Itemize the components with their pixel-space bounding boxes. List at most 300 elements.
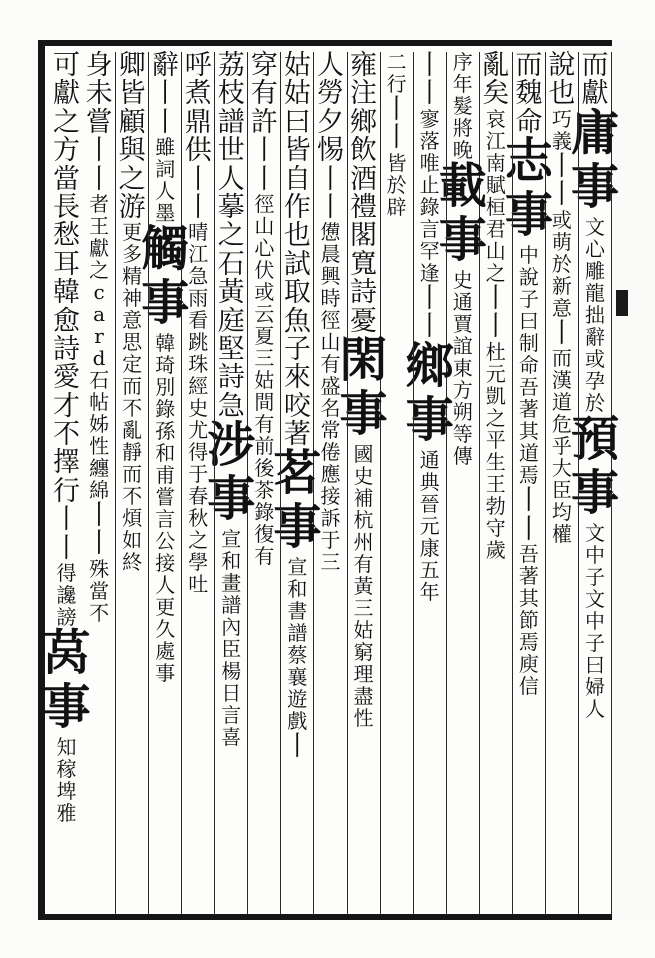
glyph: 靜 bbox=[122, 440, 143, 465]
main-text bbox=[482, 282, 510, 343]
glyph: 預 bbox=[570, 410, 619, 467]
glyph: 吾 bbox=[518, 375, 539, 400]
glyph: 如 bbox=[122, 528, 143, 553]
glyph: 經 bbox=[188, 374, 209, 399]
glyph: 鼎 bbox=[184, 106, 212, 138]
glyph: 喜 bbox=[221, 725, 242, 750]
glyph: 節 bbox=[518, 607, 539, 632]
annotation-text bbox=[584, 520, 605, 721]
glyph: 制 bbox=[518, 331, 539, 356]
annotation-text bbox=[551, 207, 572, 320]
glyph: 于 bbox=[320, 528, 341, 553]
glyph: 涉 bbox=[207, 417, 256, 474]
glyph: 史 bbox=[452, 268, 473, 292]
main-text bbox=[85, 499, 113, 560]
glyph: 憊 bbox=[320, 220, 341, 245]
glyph: 年 bbox=[452, 72, 473, 96]
glyph: 長 bbox=[53, 191, 81, 223]
glyph: 別 bbox=[155, 375, 176, 400]
glyph: 等 bbox=[452, 422, 473, 446]
main-text bbox=[284, 733, 311, 761]
glyph: 咬 bbox=[283, 390, 311, 422]
glyph: 性 bbox=[353, 705, 374, 730]
glyph: 試 bbox=[283, 248, 311, 280]
glyph: 常 bbox=[320, 418, 341, 443]
glyph: 韓 bbox=[53, 277, 81, 309]
glyph: 東 bbox=[452, 356, 473, 380]
glyph: 或 bbox=[551, 207, 572, 232]
glyph: 觸 bbox=[141, 221, 190, 278]
glyph: 或 bbox=[584, 346, 605, 371]
glyph: 鄉 bbox=[405, 337, 454, 394]
glyph: 文 bbox=[584, 520, 605, 545]
glyph: 注 bbox=[350, 78, 378, 110]
glyph: 也 bbox=[548, 78, 576, 110]
glyph: 辭 bbox=[584, 324, 605, 349]
glyph: 世 bbox=[217, 135, 245, 167]
glyph: 姊 bbox=[89, 411, 110, 436]
glyph: 孫 bbox=[155, 419, 176, 444]
glyph: 寥 bbox=[419, 106, 440, 131]
annotation-text bbox=[419, 150, 440, 285]
glyph: 賈 bbox=[452, 312, 473, 336]
glyph: 丨 bbox=[482, 282, 510, 314]
glyph: 身 bbox=[85, 50, 113, 81]
glyph: 丨 bbox=[482, 311, 510, 343]
glyph: 焉 bbox=[518, 629, 539, 654]
glyph: 子 bbox=[584, 630, 605, 655]
glyph: 萌 bbox=[551, 229, 572, 254]
glyph: 丨 bbox=[548, 317, 576, 349]
glyph: 獻 bbox=[89, 235, 110, 260]
glyph: 盛 bbox=[320, 374, 341, 399]
glyph: 山 bbox=[254, 213, 275, 238]
main-text bbox=[251, 137, 278, 194]
glyph: 丨 bbox=[416, 311, 444, 343]
glyph: 之 bbox=[118, 163, 146, 195]
glyph: 可 bbox=[53, 50, 81, 81]
glyph: 之 bbox=[188, 528, 209, 553]
glyph: 而 bbox=[515, 50, 543, 81]
glyph: 性 bbox=[89, 433, 110, 458]
glyph: 譜 bbox=[221, 593, 242, 618]
glyph: 而 bbox=[122, 374, 143, 399]
main-text bbox=[86, 137, 113, 194]
main-text bbox=[416, 52, 443, 109]
glyph: 朔 bbox=[452, 400, 473, 424]
glyph: 飲 bbox=[350, 135, 378, 167]
glyph: 丨 bbox=[184, 163, 212, 195]
annotation-text bbox=[320, 288, 340, 574]
glyph: 拙 bbox=[584, 302, 605, 327]
main-text bbox=[184, 163, 212, 223]
glyph: 應 bbox=[320, 462, 341, 487]
glyph: 龍 bbox=[584, 280, 605, 305]
glyph: 丨 bbox=[53, 504, 81, 536]
glyph: 名 bbox=[320, 396, 341, 421]
glyph: 子 bbox=[584, 564, 605, 589]
glyph: 穿 bbox=[250, 50, 278, 81]
glyph: 方 bbox=[53, 135, 81, 167]
glyph: 之 bbox=[217, 220, 245, 252]
glyph: 子 bbox=[283, 333, 311, 365]
glyph: 錄 bbox=[155, 397, 176, 422]
glyph: 人 bbox=[217, 163, 245, 195]
glyph: 多 bbox=[122, 242, 143, 267]
glyph: 有 bbox=[254, 411, 275, 436]
glyph: 信 bbox=[518, 673, 539, 698]
glyph: 傳 bbox=[452, 444, 473, 468]
glyph: 宣 bbox=[287, 555, 308, 580]
glyph: 之 bbox=[485, 260, 506, 285]
glyph: 和 bbox=[221, 549, 242, 574]
main-text bbox=[152, 52, 179, 80]
text-column bbox=[504, 50, 553, 914]
glyph: 憂 bbox=[350, 305, 378, 337]
glyph: 接 bbox=[155, 551, 176, 576]
glyph: 愈 bbox=[53, 305, 81, 337]
glyph: 雨 bbox=[188, 286, 209, 311]
glyph: 當 bbox=[89, 578, 110, 603]
main-text bbox=[316, 163, 344, 223]
glyph: 書 bbox=[287, 599, 308, 624]
text-column bbox=[83, 52, 116, 914]
glyph: 埤 bbox=[56, 779, 77, 804]
glyph: 詩 bbox=[53, 333, 81, 365]
glyph: 日 bbox=[221, 681, 242, 706]
glyph: 孕 bbox=[584, 368, 605, 393]
glyph: 者 bbox=[89, 191, 110, 216]
annotation-text bbox=[155, 333, 175, 685]
glyph: 晴 bbox=[188, 220, 209, 245]
annotation-text bbox=[584, 214, 605, 415]
main-text bbox=[86, 52, 113, 137]
glyph: 曰 bbox=[283, 106, 311, 138]
glyph: 秋 bbox=[188, 506, 209, 531]
glyph: 看 bbox=[188, 308, 209, 333]
glyph: 臣 bbox=[551, 477, 572, 502]
glyph: 方 bbox=[452, 378, 473, 402]
glyph: 未 bbox=[85, 78, 113, 110]
glyph: 神 bbox=[122, 286, 143, 311]
glyph: 髮 bbox=[452, 94, 473, 118]
glyph: 人 bbox=[316, 50, 344, 81]
glyph: 或 bbox=[254, 279, 275, 304]
glyph: 事 bbox=[207, 471, 256, 528]
glyph: 事 bbox=[570, 464, 619, 521]
glyph: 來 bbox=[283, 362, 311, 394]
glyph: 行 bbox=[386, 72, 407, 96]
glyph: 通 bbox=[452, 290, 473, 314]
glyph: 丨 bbox=[184, 191, 212, 223]
glyph: 有 bbox=[254, 543, 275, 568]
glyph: 誼 bbox=[452, 334, 473, 358]
main-text bbox=[515, 52, 542, 137]
glyph: 三 bbox=[320, 550, 341, 575]
glyph: 姑 bbox=[283, 50, 311, 81]
glyph: 唯 bbox=[419, 150, 440, 175]
glyph: 雕 bbox=[584, 258, 605, 283]
glyph: 乎 bbox=[551, 433, 572, 458]
text-column bbox=[42, 50, 91, 914]
glyph: 巧 bbox=[551, 106, 572, 131]
glyph: 徑 bbox=[254, 191, 275, 216]
glyph: 耳 bbox=[53, 248, 81, 280]
glyph: 當 bbox=[53, 163, 81, 195]
glyph: 歲 bbox=[485, 537, 506, 562]
glyph: 言 bbox=[155, 507, 176, 532]
glyph: 道 bbox=[518, 441, 539, 466]
annotation-text bbox=[551, 345, 572, 546]
text-column bbox=[273, 50, 322, 914]
glyph: 姑 bbox=[353, 617, 374, 642]
main-text bbox=[218, 52, 245, 421]
glyph: 甫 bbox=[155, 463, 176, 488]
glyph: 蔡 bbox=[287, 643, 308, 668]
glyph: 婦 bbox=[584, 674, 605, 699]
glyph: 亂 bbox=[122, 418, 143, 443]
glyph: 寬 bbox=[350, 248, 378, 280]
glyph: 人 bbox=[155, 573, 176, 598]
glyph: 史 bbox=[188, 396, 209, 421]
glyph: 中 bbox=[584, 608, 605, 633]
glyph: 均 bbox=[551, 499, 572, 524]
glyph: 江 bbox=[188, 242, 209, 267]
glyph: 丨 bbox=[548, 179, 576, 211]
glyph: 嘗 bbox=[155, 485, 176, 510]
glyph: 公 bbox=[155, 529, 176, 554]
annotation-text bbox=[518, 541, 539, 698]
glyph: 哀 bbox=[485, 106, 506, 131]
glyph: 堅 bbox=[217, 333, 245, 365]
main-text bbox=[152, 80, 179, 137]
glyph: 魚 bbox=[283, 305, 311, 337]
annotation-text bbox=[89, 191, 110, 502]
glyph: 興 bbox=[320, 264, 341, 289]
glyph: 愁 bbox=[53, 220, 81, 252]
glyph: 珠 bbox=[188, 352, 209, 377]
glyph: 丨 bbox=[316, 191, 344, 223]
glyph: 獻 bbox=[53, 78, 81, 110]
glyph: 山 bbox=[320, 330, 341, 355]
glyph: 晚 bbox=[452, 138, 473, 162]
glyph: 丨 bbox=[250, 135, 278, 167]
glyph: 姑 bbox=[254, 367, 275, 392]
glyph: 不 bbox=[122, 396, 143, 421]
glyph: 錄 bbox=[254, 499, 275, 524]
annotation-text bbox=[419, 447, 440, 604]
text-column bbox=[182, 52, 215, 914]
glyph: 丨 bbox=[383, 122, 411, 154]
glyph: 黃 bbox=[217, 277, 245, 309]
glyph: 摹 bbox=[217, 191, 245, 223]
glyph: 意 bbox=[551, 295, 572, 320]
glyph: 譜 bbox=[217, 106, 245, 138]
glyph: 更 bbox=[122, 220, 143, 245]
glyph: 命 bbox=[518, 353, 539, 378]
glyph: 丨 bbox=[515, 513, 543, 545]
glyph: 說 bbox=[518, 265, 539, 290]
glyph: 年 bbox=[419, 579, 440, 604]
glyph: 有 bbox=[320, 352, 341, 377]
text-column bbox=[141, 50, 190, 914]
main-text bbox=[251, 52, 278, 137]
glyph: 將 bbox=[452, 116, 473, 140]
glyph: 於 bbox=[551, 251, 572, 276]
glyph: 學 bbox=[188, 550, 209, 575]
glyph: 琦 bbox=[155, 353, 176, 378]
glyph: 煩 bbox=[122, 506, 143, 531]
glyph: 遊 bbox=[287, 687, 308, 712]
glyph: 跳 bbox=[188, 330, 209, 355]
glyph: 事 bbox=[141, 275, 190, 332]
glyph: 酒 bbox=[350, 163, 378, 195]
main-text bbox=[548, 52, 575, 109]
annotation-text bbox=[188, 376, 208, 596]
glyph: 事 bbox=[405, 391, 454, 448]
glyph: 補 bbox=[353, 485, 374, 510]
glyph: 譜 bbox=[287, 621, 308, 646]
glyph: 畫 bbox=[221, 571, 242, 596]
glyph: 茶 bbox=[254, 477, 275, 502]
glyph: 著 bbox=[518, 397, 539, 422]
glyph: 而 bbox=[122, 462, 143, 487]
main-text bbox=[53, 52, 80, 506]
main-text bbox=[185, 52, 212, 166]
glyph: 載 bbox=[438, 158, 487, 214]
glyph: 吐 bbox=[188, 572, 209, 597]
glyph: 夕 bbox=[316, 106, 344, 138]
annotation-text bbox=[155, 137, 175, 225]
glyph: 吾 bbox=[518, 541, 539, 566]
annotation-text bbox=[287, 557, 307, 733]
glyph: 丨 bbox=[151, 78, 179, 110]
glyph: 有 bbox=[250, 78, 278, 110]
glyph: 志 bbox=[504, 133, 553, 190]
glyph: 丨 bbox=[416, 282, 444, 314]
glyph: 莴 bbox=[42, 625, 91, 682]
glyph: 典 bbox=[419, 469, 440, 494]
glyph: 之 bbox=[89, 257, 110, 282]
glyph: 事 bbox=[339, 385, 388, 442]
glyph: 心 bbox=[254, 235, 275, 260]
glyph: 南 bbox=[485, 150, 506, 175]
glyph: 供 bbox=[184, 135, 212, 167]
glyph: 危 bbox=[551, 411, 572, 436]
glyph: 丨 bbox=[85, 499, 113, 531]
glyph: 皆 bbox=[283, 135, 311, 167]
glyph: 落 bbox=[419, 128, 440, 153]
glyph: 帖 bbox=[89, 389, 110, 414]
glyph: 言 bbox=[419, 216, 440, 241]
glyph: 言 bbox=[221, 703, 242, 728]
glyph: 山 bbox=[485, 238, 506, 263]
glyph: 通 bbox=[419, 447, 440, 472]
glyph: 思 bbox=[122, 330, 143, 355]
glyph: 禮 bbox=[350, 191, 378, 223]
glyph: 丨 bbox=[383, 94, 411, 125]
annotation-text bbox=[485, 339, 506, 562]
annotation-text bbox=[254, 191, 275, 392]
glyph: 漢 bbox=[551, 367, 572, 392]
glyph: 三 bbox=[353, 595, 374, 620]
glyph: 矣 bbox=[482, 78, 510, 110]
glyph: 丨 bbox=[85, 163, 113, 195]
annotation-text bbox=[89, 556, 110, 625]
annotation-text bbox=[221, 529, 241, 749]
glyph: 作 bbox=[283, 191, 311, 223]
glyph: 子 bbox=[518, 287, 539, 312]
glyph: 州 bbox=[353, 529, 374, 554]
glyph: 閣 bbox=[350, 220, 378, 252]
text-column bbox=[438, 50, 487, 914]
main-text bbox=[119, 52, 146, 222]
glyph: 與 bbox=[118, 135, 146, 167]
text-column bbox=[381, 52, 414, 914]
glyph: 和 bbox=[155, 441, 176, 466]
glyph: 襄 bbox=[287, 665, 308, 690]
glyph: 於 bbox=[584, 390, 605, 415]
glyph: 伏 bbox=[254, 257, 275, 282]
glyph: 春 bbox=[188, 484, 209, 509]
main-text bbox=[581, 52, 608, 109]
annotation-text bbox=[57, 737, 77, 825]
annotation-text bbox=[386, 150, 407, 219]
glyph: 理 bbox=[353, 661, 374, 686]
glyph: 道 bbox=[551, 389, 572, 414]
glyph: 窮 bbox=[353, 639, 374, 664]
edge-tab-mark bbox=[616, 290, 628, 316]
glyph: 石 bbox=[89, 367, 110, 392]
glyph: 嘗 bbox=[85, 106, 113, 138]
glyph: 得 bbox=[188, 440, 209, 465]
glyph: 新 bbox=[551, 273, 572, 298]
glyph: 康 bbox=[419, 535, 440, 560]
glyph: 精 bbox=[122, 264, 143, 289]
glyph: 人 bbox=[155, 179, 176, 204]
glyph: 事 bbox=[570, 158, 619, 215]
glyph: 意 bbox=[122, 308, 143, 333]
annotation-text bbox=[353, 441, 374, 730]
text-column bbox=[405, 50, 454, 914]
glyph: 其 bbox=[518, 585, 539, 610]
glyph: 生 bbox=[485, 449, 506, 474]
glyph: 丨 bbox=[316, 163, 344, 195]
glyph: 復 bbox=[254, 521, 275, 546]
glyph: 王 bbox=[89, 213, 110, 238]
glyph: 五 bbox=[419, 557, 440, 582]
glyph: 辭 bbox=[151, 50, 179, 81]
glyph: 元 bbox=[485, 361, 506, 386]
glyph: 知 bbox=[56, 735, 77, 760]
glyph: 丨 bbox=[515, 485, 543, 517]
glyph: 惕 bbox=[316, 135, 344, 167]
glyph: 大 bbox=[551, 455, 572, 480]
glyph: 元 bbox=[419, 513, 440, 538]
glyph: r bbox=[94, 323, 104, 348]
glyph: 亂 bbox=[482, 50, 510, 81]
glyph: 而 bbox=[551, 345, 572, 370]
glyph: 之 bbox=[485, 405, 506, 430]
glyph: 丨 bbox=[416, 50, 444, 81]
glyph: 庾 bbox=[518, 651, 539, 676]
glyph: 國 bbox=[353, 441, 374, 466]
glyph: 擇 bbox=[53, 447, 81, 479]
text-column bbox=[207, 50, 256, 914]
glyph: 間 bbox=[254, 389, 275, 414]
glyph: 終 bbox=[122, 550, 143, 575]
glyph: 江 bbox=[485, 128, 506, 153]
